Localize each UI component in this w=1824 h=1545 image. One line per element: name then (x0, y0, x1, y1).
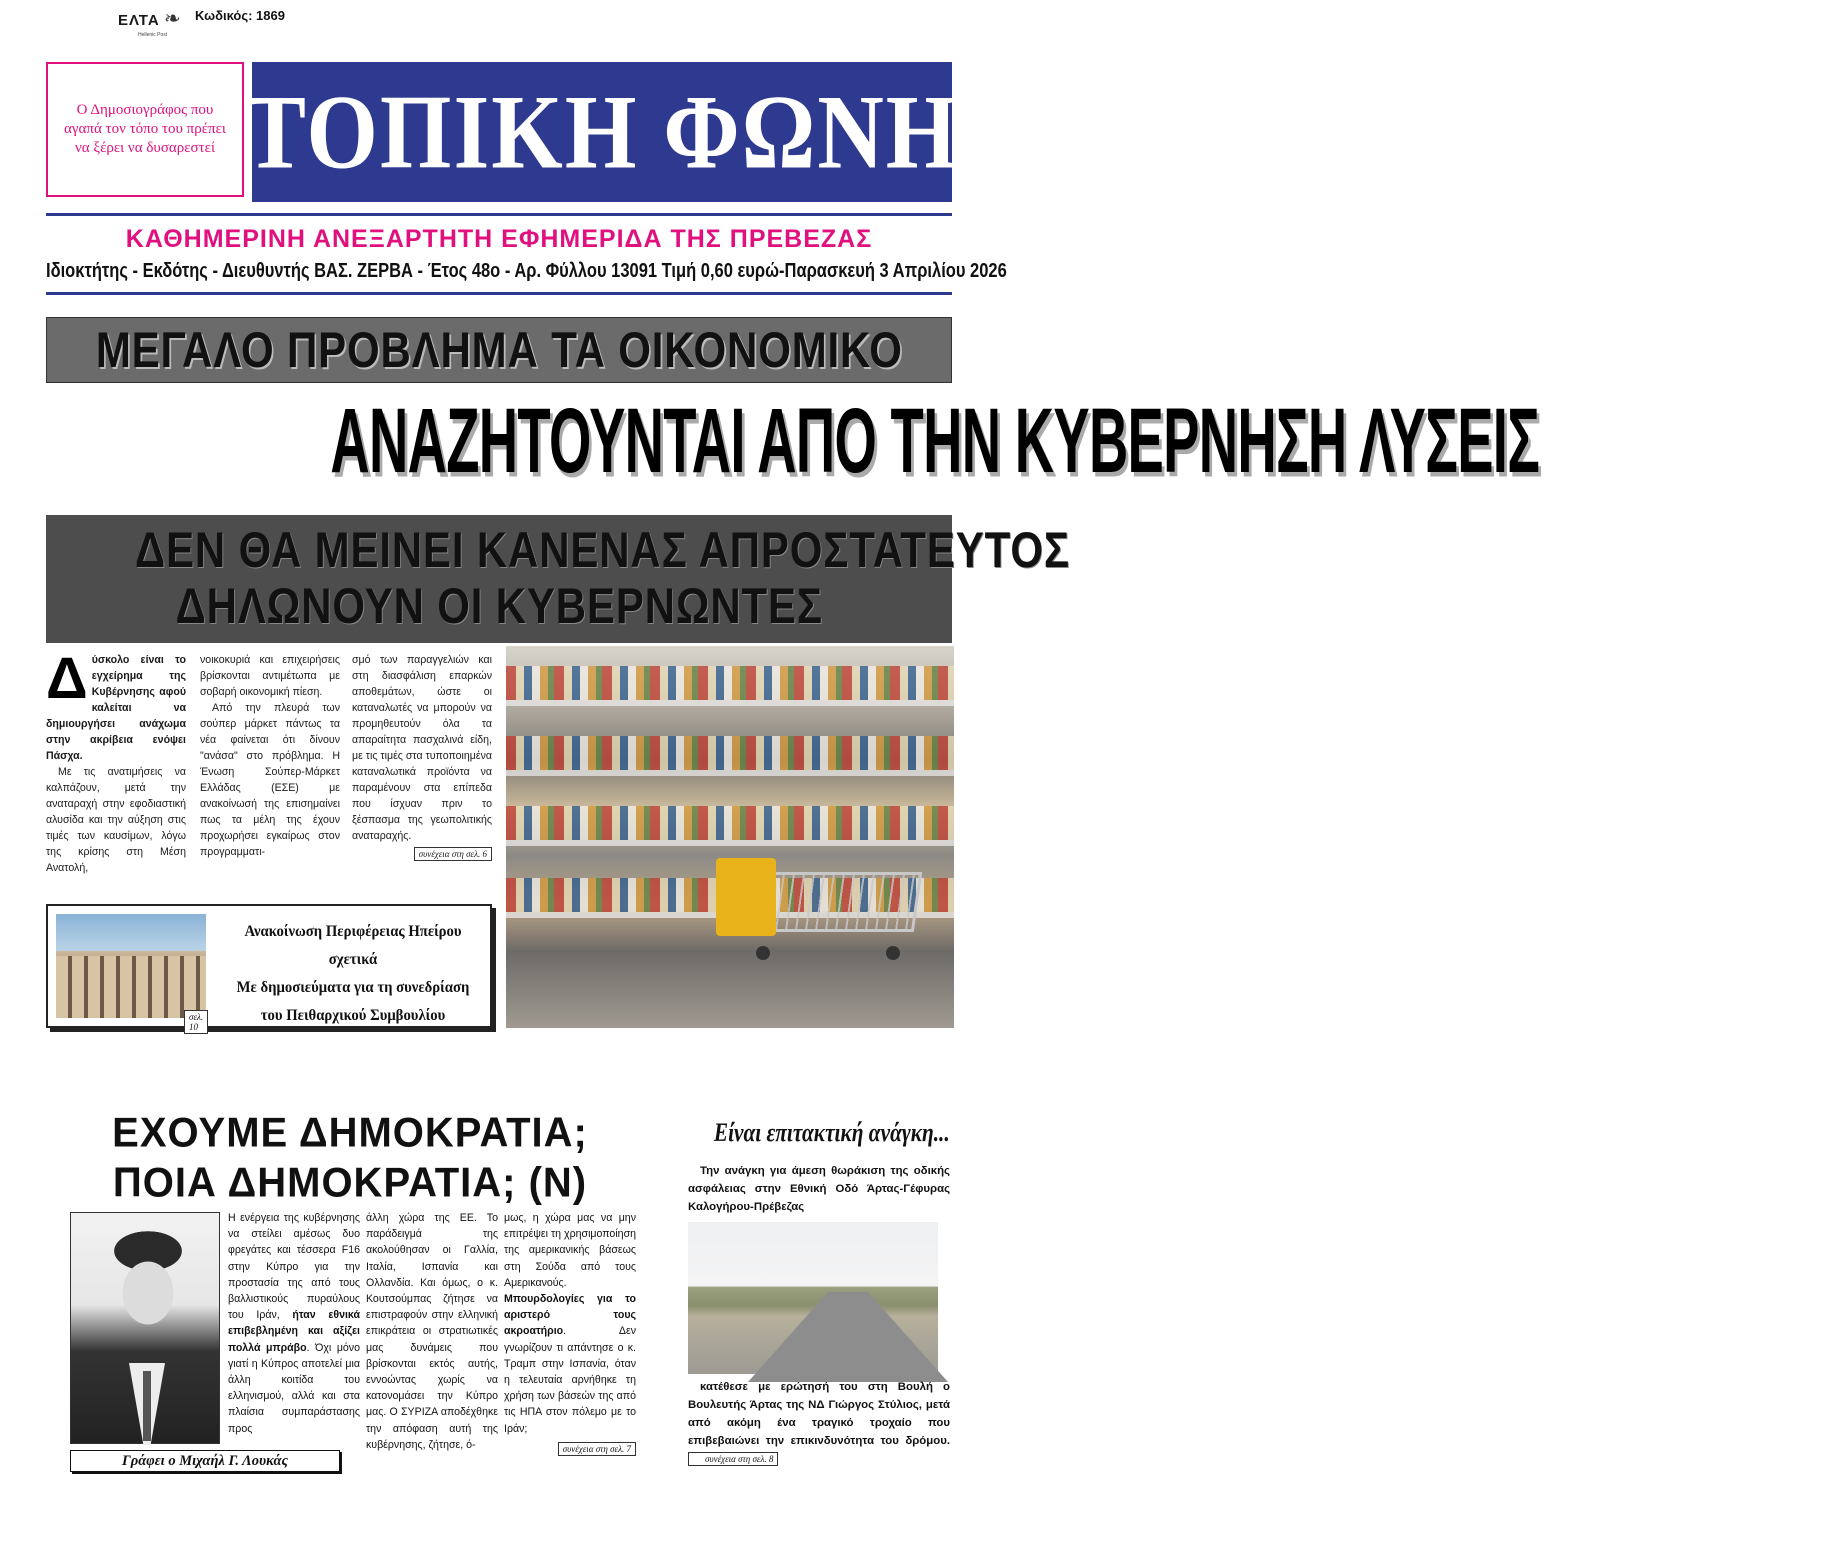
opinion-emphasis: ήταν εθνικά επιβεβλημένη και αξίζει πολλά μπράβο (228, 1309, 360, 1354)
subheadline-line-1 (46, 521, 1070, 579)
lead-paragraph: νοικοκυριά και επιχειρήσεις βρίσκονται αντιμέτωπα με σοβαρή οικονομική πίεση. (200, 654, 340, 698)
notice-line-3: του Πειθαρχικού Συμβουλίου (260, 1007, 446, 1024)
kicker-headline: ΜΕΓΑΛΟ ΠΡΟΒΛΗΜΑ ΤΑ ΟΙΚΟΝΟΜΙΚΟ (95, 322, 903, 378)
page-reference[interactable]: σελ. 10 (184, 1010, 208, 1034)
opinion-text: μως, η χώρα μας να μην επιτρέψει τη χρησιμοποίηση της αμερικανικής βάσεως στη Σούδα από τους Αμερικανούς. (504, 1212, 636, 1289)
notice-line-1: Ανακοίνωση Περιφέρειας Ηπείρου σχετικά (244, 923, 462, 968)
side-article-intro: Την ανάγκη για άμεση θωράκιση της οδικής ασφάλειας στην Εθνική Οδό Άρτας-Γέφυρας Καλογήρου-Πρέβεζας (688, 1165, 950, 1213)
opinion-text: . Όχι μόνο γιατί η Κύπρος αποτελεί μια άλλη κοιτίδα του ελληνισμού, αλλά και στα πλαίσια συμπαράστασης προς (228, 1341, 360, 1435)
opinion-title-line-1: ΕΧΟΥΜΕ ΔΗΜΟΚΡΑΤΙΑ; (112, 1109, 588, 1157)
subheadline-line-2 (46, 577, 952, 635)
shelf (506, 700, 954, 706)
newspaper-title: ΤΟΠΙΚΗ ΦΩΝΗ (244, 73, 960, 191)
building-facade (56, 956, 206, 1018)
shelf (506, 770, 954, 776)
opinion-text: άλλη χώρα της ΕΕ. Το παράδειγμά της ακολούθησαν οι Γαλλία, Ιταλία, Ισπανία και Ολλανδία. Και όμως, ο κ. Κουτσούμπας ζήτησε να επιστραφούν στην ελληνική επικράτεια οι στρατιωτικές μας δυνάμεις που βρίσκονται εκτός αυτής, εννοώντας χωρίς να κατονομάσει την Κύπρο μας. Ο ΣΥΡΙΖΑ αποδέχθηκε την απόφαση αυτή της κυβέρνησης, ζήτησε, ό- (366, 1212, 498, 1451)
subheadline-line-1-text: ΔΕΝ ΘΑ ΜΕΙΝΕΙ ΚΑΝΕΝΑΣ ΑΠΡΟΣΤΑΤΕΥΤΟΣ (135, 522, 1070, 578)
building-photo (56, 914, 206, 1032)
opinion-column-1 (228, 1210, 360, 1437)
divider-bottom (46, 292, 952, 295)
lead-paragraph: Από την πλευρά των σούπερ μάρκετ πάντως τα νέα φαίνεται ότι δίνουν "ανάσα" στο πρόβλημα. Η Ένωση Σούπερ-Μάρκετ Ελλάδας (ΕΣΕ) με ανακοίνωσή της επισημαίνει πως τα μέλη της έχουν προχωρήσει εγκαίρως στον προγραμματι- (200, 702, 340, 858)
shelf-products (506, 806, 954, 840)
main-headline-wrap (46, 386, 1540, 496)
cart-wheel (886, 946, 900, 960)
lead-intro: ύσκολο είναι το εγχείρημα της Κυβέρνησης αφού καλείται να δημιουργήσει ανάχωμα στην ακρίβεια ενόψει Πάσχα. (46, 654, 186, 762)
cart-handle (716, 858, 776, 936)
masthead (244, 62, 960, 202)
lead-column-2 (200, 652, 340, 860)
motto-box (46, 62, 244, 197)
subheadline-banner (46, 515, 1070, 643)
side-article-text: κατέθεσε με ερώτησή του στη Βουλή ο Βουλευτής Άρτας της ΝΔ Γιώργος Στύλιος, μετά από ακόμη ένα τραγικό τροχαίο που επιβεβαιώνει την επικινδυνότητα του δρόμου. (688, 1381, 950, 1447)
drop-cap: Δ (46, 646, 88, 711)
elta-logo-text: ΕΛΤΑ (118, 12, 160, 29)
tagline: ΚΑΘΗΜΕΡΙΝΗ ΑΝΕΞΑΡΤΗΤΗ ΕΦΗΜΕΡΙΔΑ ΤΗΣ ΠΡΕΒΕΖΑΣ (125, 225, 873, 253)
notice-line-2: Με δημοσιεύματα για τη συνεδρίαση (236, 979, 470, 996)
elta-logo-subtext: Hellenic Post (138, 32, 168, 38)
continued-link[interactable]: συνέχεια στη σελ. 8 (688, 1452, 778, 1466)
side-article-title-text: Είναι επιτακτική ανάγκη... (713, 1118, 950, 1147)
divider-top (46, 213, 952, 216)
continued-link[interactable]: συνέχεια στη σελ. 6 (414, 847, 492, 861)
opinion-title-line-2: ΠΟΙΑ ΔΗΜΟΚΡΑΤΙΑ; (Ν) (112, 1159, 588, 1207)
byline: Γράφει ο Μιχαήλ Γ. Λουκάς (70, 1450, 340, 1472)
lead-column-1 (46, 646, 186, 876)
road-surface (748, 1292, 948, 1382)
opinion-column-2 (366, 1210, 498, 1453)
cart-wheel (756, 946, 770, 960)
opinion-column-3 (504, 1210, 636, 1457)
author-portrait (70, 1212, 220, 1444)
hermes-bird-icon: ❧ (164, 8, 181, 30)
lead-paragraph: σμό των παραγγελιών και στη διασφάλιση επαρκών αποθεμάτων, ώστε οι καταναλωτές να μπορούν να προμηθευτούν όλα τα απαραίτητα πασχαλινά είδη, με τις τιμές στα τυποποιημένα καταναλωτικά προϊόντα να παραμένουν στα επίπεδα που ίσχυαν πριν το ξέσπασμα της γεωπολιτικής αναταραχής. (352, 654, 492, 842)
postal-code: Κωδικός: 1869 (195, 8, 285, 23)
road-photo (688, 1222, 938, 1374)
shelf-products (506, 736, 954, 770)
continued-link[interactable]: συνέχεια στη σελ. 7 (558, 1442, 636, 1456)
lead-column-3 (352, 652, 492, 862)
side-article-body (688, 1378, 950, 1468)
motto-text: Ο Δημοσιογράφος που αγαπά τον τόπο του πρέπει να ξέρει να δυσαρεστεί (64, 102, 226, 156)
shelf (506, 840, 954, 846)
shelf-products (506, 666, 954, 700)
opinion-text: . Δεν γνωρίζουν τι απάντησε ο κ. Τραμπ στην Ισπανία, όταν η τελευταία αρνήθηκε τη χρήση των βάσεών της από τις ΗΠΑ στον πόλεμο με το Ιράν; (504, 1325, 636, 1435)
kicker-banner (46, 317, 952, 383)
opinion-text: Η ενέργεια της κυβέρνησης να στείλει αμέσως δυο φρεγάτες και τέσσερα F16 στην Κύπρο για την προστασία της από τους βαλλιστικούς πυραύλους του Ιράν, (228, 1212, 360, 1322)
side-article-title (688, 1118, 950, 1148)
opinion-title (46, 1108, 654, 1208)
main-headline: ΑΝΑΖΗΤΟΥΝΤΑΙ ΑΠΟ ΤΗΝ ΚΥΒΕΡΝΗΣΗ ΛΥΣΕΙΣ (330, 389, 1540, 492)
portrait-tie (143, 1371, 151, 1441)
opinion-emphasis: Μπουρδολογίες για το αριστερό τους ακροατήριο (504, 1293, 636, 1338)
subheadline-line-2-text: ΔΗΛΩΝΟΥΝ ΟΙ ΚΥΒΕΡΝΩΝΤΕΣ (175, 578, 823, 634)
notice-box (46, 904, 492, 1032)
notice-text (218, 918, 488, 1030)
supermarket-photo (506, 646, 954, 1028)
imprint-line: Ιδιοκτήτης - Εκδότης - Διευθυντής ΒΑΣ. ΖΕΡΒΑ - Έτος 48ο - Αρ. Φύλλου 13091 Τιμή 0,60 ευρώ-Παρασκευή 3 Απριλίου 2026 (46, 259, 1007, 283)
elta-logo (118, 6, 188, 46)
lead-article (46, 646, 496, 897)
lead-paragraph: Με τις ανατιμήσεις να καλπάζουν, μετά την αναταραχή στην εφοδιαστική αλυσίδα και την αύξηση στις τιμές των καυσίμων, λόγω της κρίσης στη Μέση Ανατολή, (46, 766, 186, 874)
